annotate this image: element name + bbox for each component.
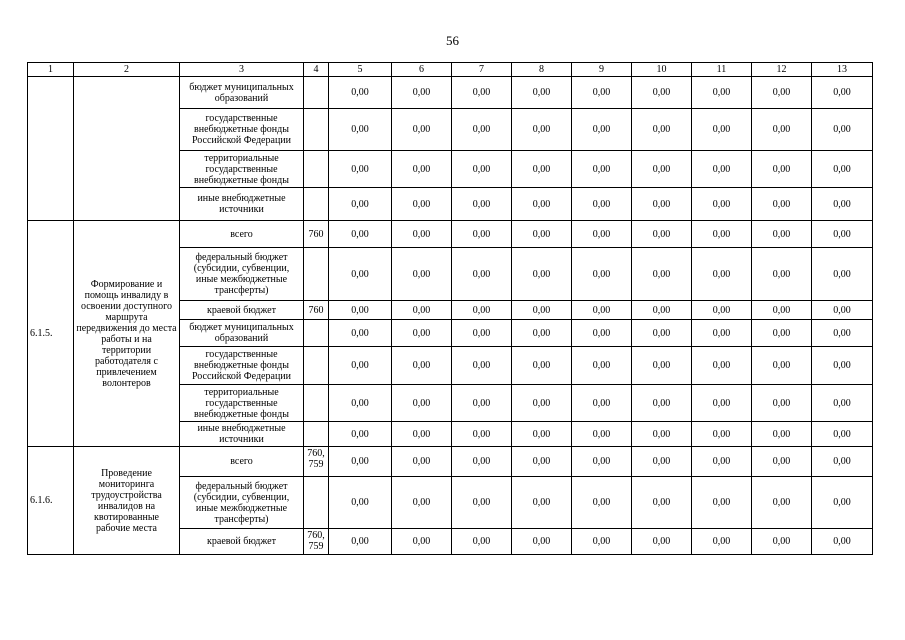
value-cell: 0,00 — [692, 347, 752, 385]
value-cell: 0,00 — [692, 109, 752, 151]
table-header — [28, 63, 873, 77]
value-cell: 0,00 — [512, 422, 572, 447]
header-row — [28, 63, 873, 77]
funding-source-cell: краевой бюджет — [180, 529, 304, 555]
value-cell: 0,00 — [452, 320, 512, 347]
value-cell: 0,00 — [692, 529, 752, 555]
funding-source-cell: всего — [180, 221, 304, 248]
value-cell: 0,00 — [572, 320, 632, 347]
value-cell: 0,00 — [812, 320, 873, 347]
value-cell: 0,00 — [752, 385, 812, 422]
funding-source-cell: иные внебюджетные источники — [180, 188, 304, 221]
value-cell: 0,00 — [452, 447, 512, 477]
value-cell: 0,00 — [632, 477, 692, 529]
value-cell: 0,00 — [329, 447, 392, 477]
value-cell: 0,00 — [812, 248, 873, 301]
budget-code-cell — [304, 151, 329, 188]
header-col-11: 11 — [692, 63, 752, 77]
activity-name-cell — [74, 77, 180, 221]
value-cell: 0,00 — [512, 385, 572, 422]
table-row — [28, 77, 873, 109]
value-cell: 0,00 — [512, 301, 572, 320]
funding-source-cell: территориальные государственные внебюджетные фонды — [180, 151, 304, 188]
value-cell: 0,00 — [392, 301, 452, 320]
value-cell: 0,00 — [452, 529, 512, 555]
table-row — [28, 447, 873, 477]
value-cell: 0,00 — [632, 151, 692, 188]
value-cell: 0,00 — [512, 248, 572, 301]
value-cell: 0,00 — [752, 447, 812, 477]
value-cell: 0,00 — [392, 385, 452, 422]
funding-source-cell: всего — [180, 447, 304, 477]
value-cell: 0,00 — [632, 320, 692, 347]
value-cell: 0,00 — [392, 320, 452, 347]
header-col-10: 10 — [632, 63, 692, 77]
value-cell: 0,00 — [392, 77, 452, 109]
header-col-13: 13 — [812, 63, 873, 77]
value-cell: 0,00 — [329, 248, 392, 301]
value-cell: 0,00 — [752, 151, 812, 188]
row-number-cell: 6.1.6. — [28, 447, 74, 555]
value-cell: 0,00 — [752, 221, 812, 248]
funding-source-cell: федеральный бюджет (субсидии, субвенции, иные межбюджетные трансферты) — [180, 248, 304, 301]
value-cell: 0,00 — [512, 320, 572, 347]
value-cell: 0,00 — [692, 447, 752, 477]
value-cell: 0,00 — [572, 347, 632, 385]
value-cell: 0,00 — [329, 109, 392, 151]
value-cell: 0,00 — [812, 77, 873, 109]
budget-code-cell — [304, 477, 329, 529]
value-cell: 0,00 — [392, 477, 452, 529]
value-cell: 0,00 — [329, 529, 392, 555]
value-cell: 0,00 — [752, 347, 812, 385]
value-cell: 0,00 — [392, 347, 452, 385]
value-cell: 0,00 — [329, 477, 392, 529]
value-cell: 0,00 — [512, 529, 572, 555]
funding-source-cell: государственные внебюджетные фонды Российской Федерации — [180, 347, 304, 385]
value-cell: 0,00 — [512, 188, 572, 221]
table-body — [28, 77, 873, 555]
table-row — [28, 221, 873, 248]
funding-source-cell: федеральный бюджет (субсидии, субвенции, иные межбюджетные трансферты) — [180, 477, 304, 529]
value-cell: 0,00 — [572, 221, 632, 248]
value-cell: 0,00 — [452, 385, 512, 422]
value-cell: 0,00 — [572, 422, 632, 447]
value-cell: 0,00 — [329, 385, 392, 422]
value-cell: 0,00 — [812, 477, 873, 529]
value-cell: 0,00 — [329, 188, 392, 221]
header-col-8: 8 — [512, 63, 572, 77]
value-cell: 0,00 — [632, 248, 692, 301]
value-cell: 0,00 — [692, 221, 752, 248]
value-cell: 0,00 — [812, 347, 873, 385]
value-cell: 0,00 — [452, 477, 512, 529]
value-cell: 0,00 — [329, 347, 392, 385]
value-cell: 0,00 — [752, 320, 812, 347]
value-cell: 0,00 — [572, 188, 632, 221]
funding-source-cell: краевой бюджет — [180, 301, 304, 320]
value-cell: 0,00 — [752, 77, 812, 109]
budget-code-cell — [304, 77, 329, 109]
header-col-3: 3 — [180, 63, 304, 77]
value-cell: 0,00 — [692, 422, 752, 447]
value-cell: 0,00 — [572, 109, 632, 151]
value-cell: 0,00 — [812, 385, 873, 422]
value-cell: 0,00 — [752, 477, 812, 529]
value-cell: 0,00 — [632, 347, 692, 385]
value-cell: 0,00 — [752, 248, 812, 301]
value-cell: 0,00 — [812, 422, 873, 447]
value-cell: 0,00 — [572, 151, 632, 188]
value-cell: 0,00 — [512, 447, 572, 477]
funding-source-cell: территориальные государственные внебюджетные фонды — [180, 385, 304, 422]
header-col-6: 6 — [392, 63, 452, 77]
budget-code-cell: 760 — [304, 301, 329, 320]
value-cell: 0,00 — [392, 151, 452, 188]
budget-code-cell — [304, 248, 329, 301]
value-cell: 0,00 — [692, 188, 752, 221]
value-cell: 0,00 — [392, 248, 452, 301]
value-cell: 0,00 — [329, 320, 392, 347]
value-cell: 0,00 — [329, 422, 392, 447]
value-cell: 0,00 — [632, 77, 692, 109]
header-col-1: 1 — [28, 63, 74, 77]
budget-code-cell — [304, 422, 329, 447]
value-cell: 0,00 — [452, 188, 512, 221]
header-col-5: 5 — [329, 63, 392, 77]
value-cell: 0,00 — [692, 77, 752, 109]
value-cell: 0,00 — [572, 447, 632, 477]
budget-code-cell: 760 — [304, 221, 329, 248]
value-cell: 0,00 — [452, 248, 512, 301]
value-cell: 0,00 — [812, 109, 873, 151]
value-cell: 0,00 — [812, 151, 873, 188]
value-cell: 0,00 — [752, 188, 812, 221]
header-col-4: 4 — [304, 63, 329, 77]
row-number-cell: 6.1.5. — [28, 221, 74, 447]
value-cell: 0,00 — [392, 447, 452, 477]
value-cell: 0,00 — [452, 301, 512, 320]
value-cell: 0,00 — [632, 447, 692, 477]
value-cell: 0,00 — [329, 77, 392, 109]
value-cell: 0,00 — [329, 221, 392, 248]
value-cell: 0,00 — [812, 188, 873, 221]
value-cell: 0,00 — [572, 385, 632, 422]
header-col-12: 12 — [752, 63, 812, 77]
value-cell: 0,00 — [752, 529, 812, 555]
value-cell: 0,00 — [752, 301, 812, 320]
budget-code-cell — [304, 385, 329, 422]
value-cell: 0,00 — [692, 320, 752, 347]
value-cell: 0,00 — [329, 301, 392, 320]
value-cell: 0,00 — [632, 188, 692, 221]
value-cell: 0,00 — [632, 109, 692, 151]
value-cell: 0,00 — [392, 529, 452, 555]
value-cell: 0,00 — [752, 109, 812, 151]
budget-table — [27, 62, 873, 555]
funding-source-cell: иные внебюджетные источники — [180, 422, 304, 447]
value-cell: 0,00 — [632, 301, 692, 320]
funding-source-cell: бюджет муниципальных образований — [180, 77, 304, 109]
value-cell: 0,00 — [392, 109, 452, 151]
value-cell: 0,00 — [392, 188, 452, 221]
value-cell: 0,00 — [812, 529, 873, 555]
budget-code-cell — [304, 347, 329, 385]
value-cell: 0,00 — [572, 248, 632, 301]
value-cell: 0,00 — [452, 151, 512, 188]
funding-source-cell: бюджет муниципальных образований — [180, 320, 304, 347]
value-cell: 0,00 — [632, 529, 692, 555]
value-cell: 0,00 — [512, 221, 572, 248]
page-number: 56 — [446, 33, 459, 48]
budget-code-cell: 760, 759 — [304, 447, 329, 477]
value-cell: 0,00 — [812, 301, 873, 320]
value-cell: 0,00 — [512, 109, 572, 151]
value-cell: 0,00 — [692, 385, 752, 422]
row-number-cell — [28, 77, 74, 221]
activity-name-cell: Проведение мониторинга трудоустройства инвалидов на квотированные рабочие места — [74, 447, 180, 555]
value-cell: 0,00 — [692, 301, 752, 320]
value-cell: 0,00 — [452, 422, 512, 447]
value-cell: 0,00 — [572, 477, 632, 529]
value-cell: 0,00 — [812, 447, 873, 477]
value-cell: 0,00 — [512, 151, 572, 188]
budget-code-cell — [304, 188, 329, 221]
value-cell: 0,00 — [512, 347, 572, 385]
budget-code-cell — [304, 109, 329, 151]
header-col-7: 7 — [452, 63, 512, 77]
value-cell: 0,00 — [392, 221, 452, 248]
value-cell: 0,00 — [512, 77, 572, 109]
value-cell: 0,00 — [452, 221, 512, 248]
value-cell: 0,00 — [692, 477, 752, 529]
value-cell: 0,00 — [692, 151, 752, 188]
budget-code-cell: 760, 759 — [304, 529, 329, 555]
value-cell: 0,00 — [452, 109, 512, 151]
value-cell: 0,00 — [812, 221, 873, 248]
value-cell: 0,00 — [452, 77, 512, 109]
value-cell: 0,00 — [329, 151, 392, 188]
value-cell: 0,00 — [452, 347, 512, 385]
value-cell: 0,00 — [572, 77, 632, 109]
value-cell: 0,00 — [632, 385, 692, 422]
value-cell: 0,00 — [632, 221, 692, 248]
funding-source-cell: государственные внебюджетные фонды Российской Федерации — [180, 109, 304, 151]
budget-code-cell — [304, 320, 329, 347]
value-cell: 0,00 — [392, 422, 452, 447]
header-col-9: 9 — [572, 63, 632, 77]
value-cell: 0,00 — [572, 529, 632, 555]
activity-name-cell: Формирование и помощь инвалиду в освоении доступного маршрута передвижения до места работы и на территории работодателя с привлечением волонтеров — [74, 221, 180, 447]
value-cell: 0,00 — [692, 248, 752, 301]
header-col-2: 2 — [74, 63, 180, 77]
value-cell: 0,00 — [632, 422, 692, 447]
value-cell: 0,00 — [572, 301, 632, 320]
value-cell: 0,00 — [752, 422, 812, 447]
value-cell: 0,00 — [512, 477, 572, 529]
